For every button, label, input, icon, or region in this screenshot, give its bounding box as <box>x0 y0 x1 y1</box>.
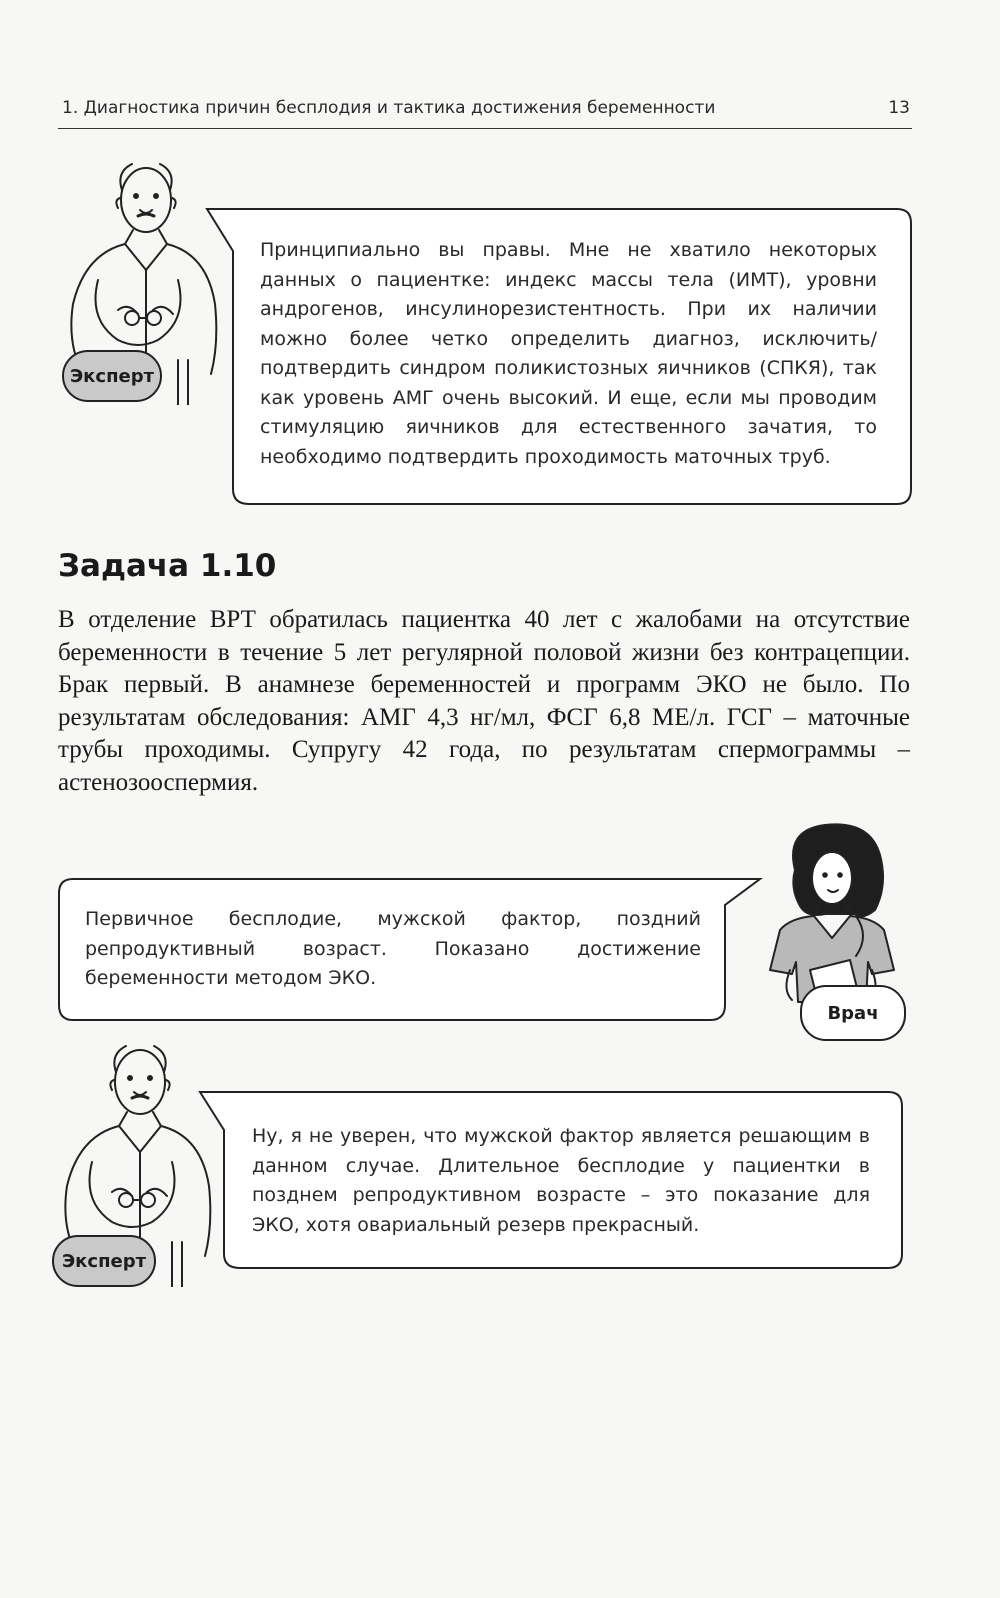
speaker-name: Эксперт <box>61 1250 147 1272</box>
speaker-badge-expert <box>52 1235 156 1287</box>
speech-text: Первичное бесплодие, мужской фактор, поздний репродуктивный возраст. Показано достижение беременности методом ЭКО. <box>85 908 701 989</box>
speaker-name: Врач <box>827 1002 879 1024</box>
speech-bubble-expert-1 <box>205 205 915 510</box>
speech-bubble-doctor <box>55 875 765 1025</box>
speaker-badge-doctor <box>800 985 906 1041</box>
speech-bubble-expert-2 <box>198 1088 908 1273</box>
speech-text: Ну, я не уверен, что мужской фактор является решающим в данном случае. Длительное бесплодие у пациентки в позднем репродуктивном возрасте – это показание для ЭКО, хотя овариальный резерв прекрасный. <box>252 1125 870 1236</box>
page-number: 13 <box>888 98 910 118</box>
chapter-title: 1. Диагностика причин бесплодия и тактика достижения беременности <box>62 98 716 118</box>
speech-text: Принципиально вы правы. Мне не хватило некоторых данных о пациентке: индекс массы тела (ИМТ), уровни андрогенов, инсулинорезистентность. При их наличии можно более четко определить диагноз, исключить/подтвердить синдром поликистозных яичников (СПКЯ), так как уровень АМГ очень высокий. И еще, если мы проводим стимуляцию яичников для естественного зачатия, то необходимо подтвердить проходимость маточных труб. <box>260 239 877 468</box>
running-header <box>58 92 912 129</box>
speaker-name: Эксперт <box>69 365 155 387</box>
task-description: В отделение ВРТ обратилась пациентка 40 лет с жалобами на отсутствие беременности в течение 5 лет регулярной половой жизни без контрацепции. Брак первый. В анамнезе беременностей и программ ЭКО не было. По результатам обследования: АМГ 4,3 нг/мл, ФСГ 6,8 МЕ/л. ГСГ – маточные трубы проходимы. Супругу 42 года, по результатам спермограммы – астенозооспермия. <box>58 606 910 796</box>
task-title: Задача 1.10 <box>58 548 277 584</box>
speaker-badge-expert <box>62 350 162 402</box>
